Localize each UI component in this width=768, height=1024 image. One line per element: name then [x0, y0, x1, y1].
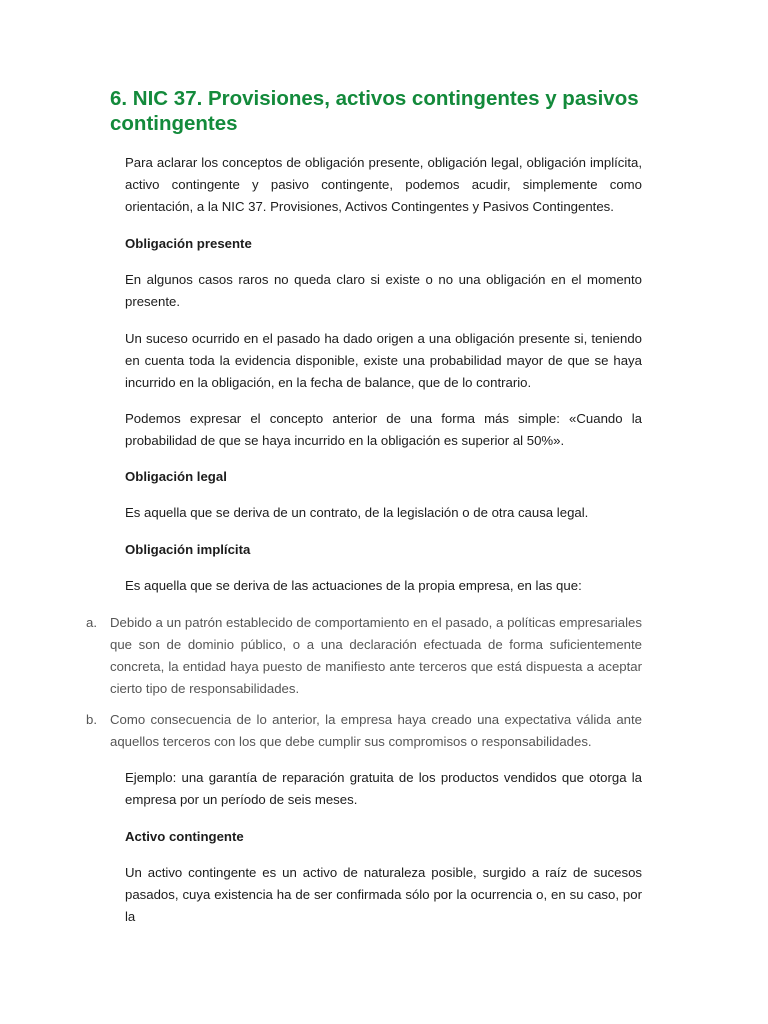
section-heading-obligacion-presente: Obligación presente: [125, 236, 252, 251]
section-heading-obligacion-implicita: Obligación implícita: [125, 542, 251, 557]
section-heading-activo-contingente: Activo contingente: [125, 829, 244, 844]
section-paragraph: En algunos casos raros no queda claro si existe o no una obligación en el momento presente.: [125, 272, 642, 309]
example-paragraph: Ejemplo: una garantía de reparación gratuita de los productos vendidos que otorga la empresa por un período de seis meses.: [125, 770, 642, 807]
list-item-text: Como consecuencia de lo anterior, la empresa haya creado una expectativa válida ante aquellos terceros con los que debe cumplir sus compromisos o responsabilidades.: [110, 712, 642, 749]
intro-paragraph: Para aclarar los conceptos de obligación presente, obligación legal, obligación implícita, activo contingente y pasivo contingente, podemos acudir, simplemente como orientación, a la NIC 37. Provisiones, Activos Contingentes y Pasivos Contingentes.: [125, 155, 642, 214]
list-marker: a.: [86, 615, 97, 630]
page-title: 6. NIC 37. Provisiones, activos contingentes y pasivos contingentes: [110, 87, 639, 135]
section-paragraph: Es aquella que se deriva de las actuaciones de la propia empresa, en las que:: [125, 578, 582, 593]
list-item-text: Debido a un patrón establecido de comportamiento en el pasado, a políticas empresariales que son de dominio público, o a una declaración efectuada de forma suficientemente concreta, la entidad haya puesto de manifiesto ante terceros que está dispuesta a aceptar cierto tipo de responsabilidades.: [110, 615, 642, 696]
section-heading-obligacion-legal: Obligación legal: [125, 469, 227, 484]
section-paragraph: Es aquella que se deriva de un contrato, de la legislación o de otra causa legal.: [125, 505, 589, 520]
section-paragraph: Un suceso ocurrido en el pasado ha dado origen a una obligación presente si, teniendo en cuenta toda la evidencia disponible, existe una probabilidad mayor de que se haya incurrido en la obligación, en la fecha de balance, que de lo contrario.: [125, 331, 642, 390]
section-paragraph: Podemos expresar el concepto anterior de una forma más simple: «Cuando la probabilidad de que se haya incurrido en la obligación es superior al 50%».: [125, 411, 642, 448]
section-paragraph: Un activo contingente es un activo de naturaleza posible, surgido a raíz de sucesos pasados, cuya existencia ha de ser confirmada sólo por la ocurrencia o, en su caso, por la: [125, 865, 642, 924]
list-marker: b.: [86, 712, 97, 727]
